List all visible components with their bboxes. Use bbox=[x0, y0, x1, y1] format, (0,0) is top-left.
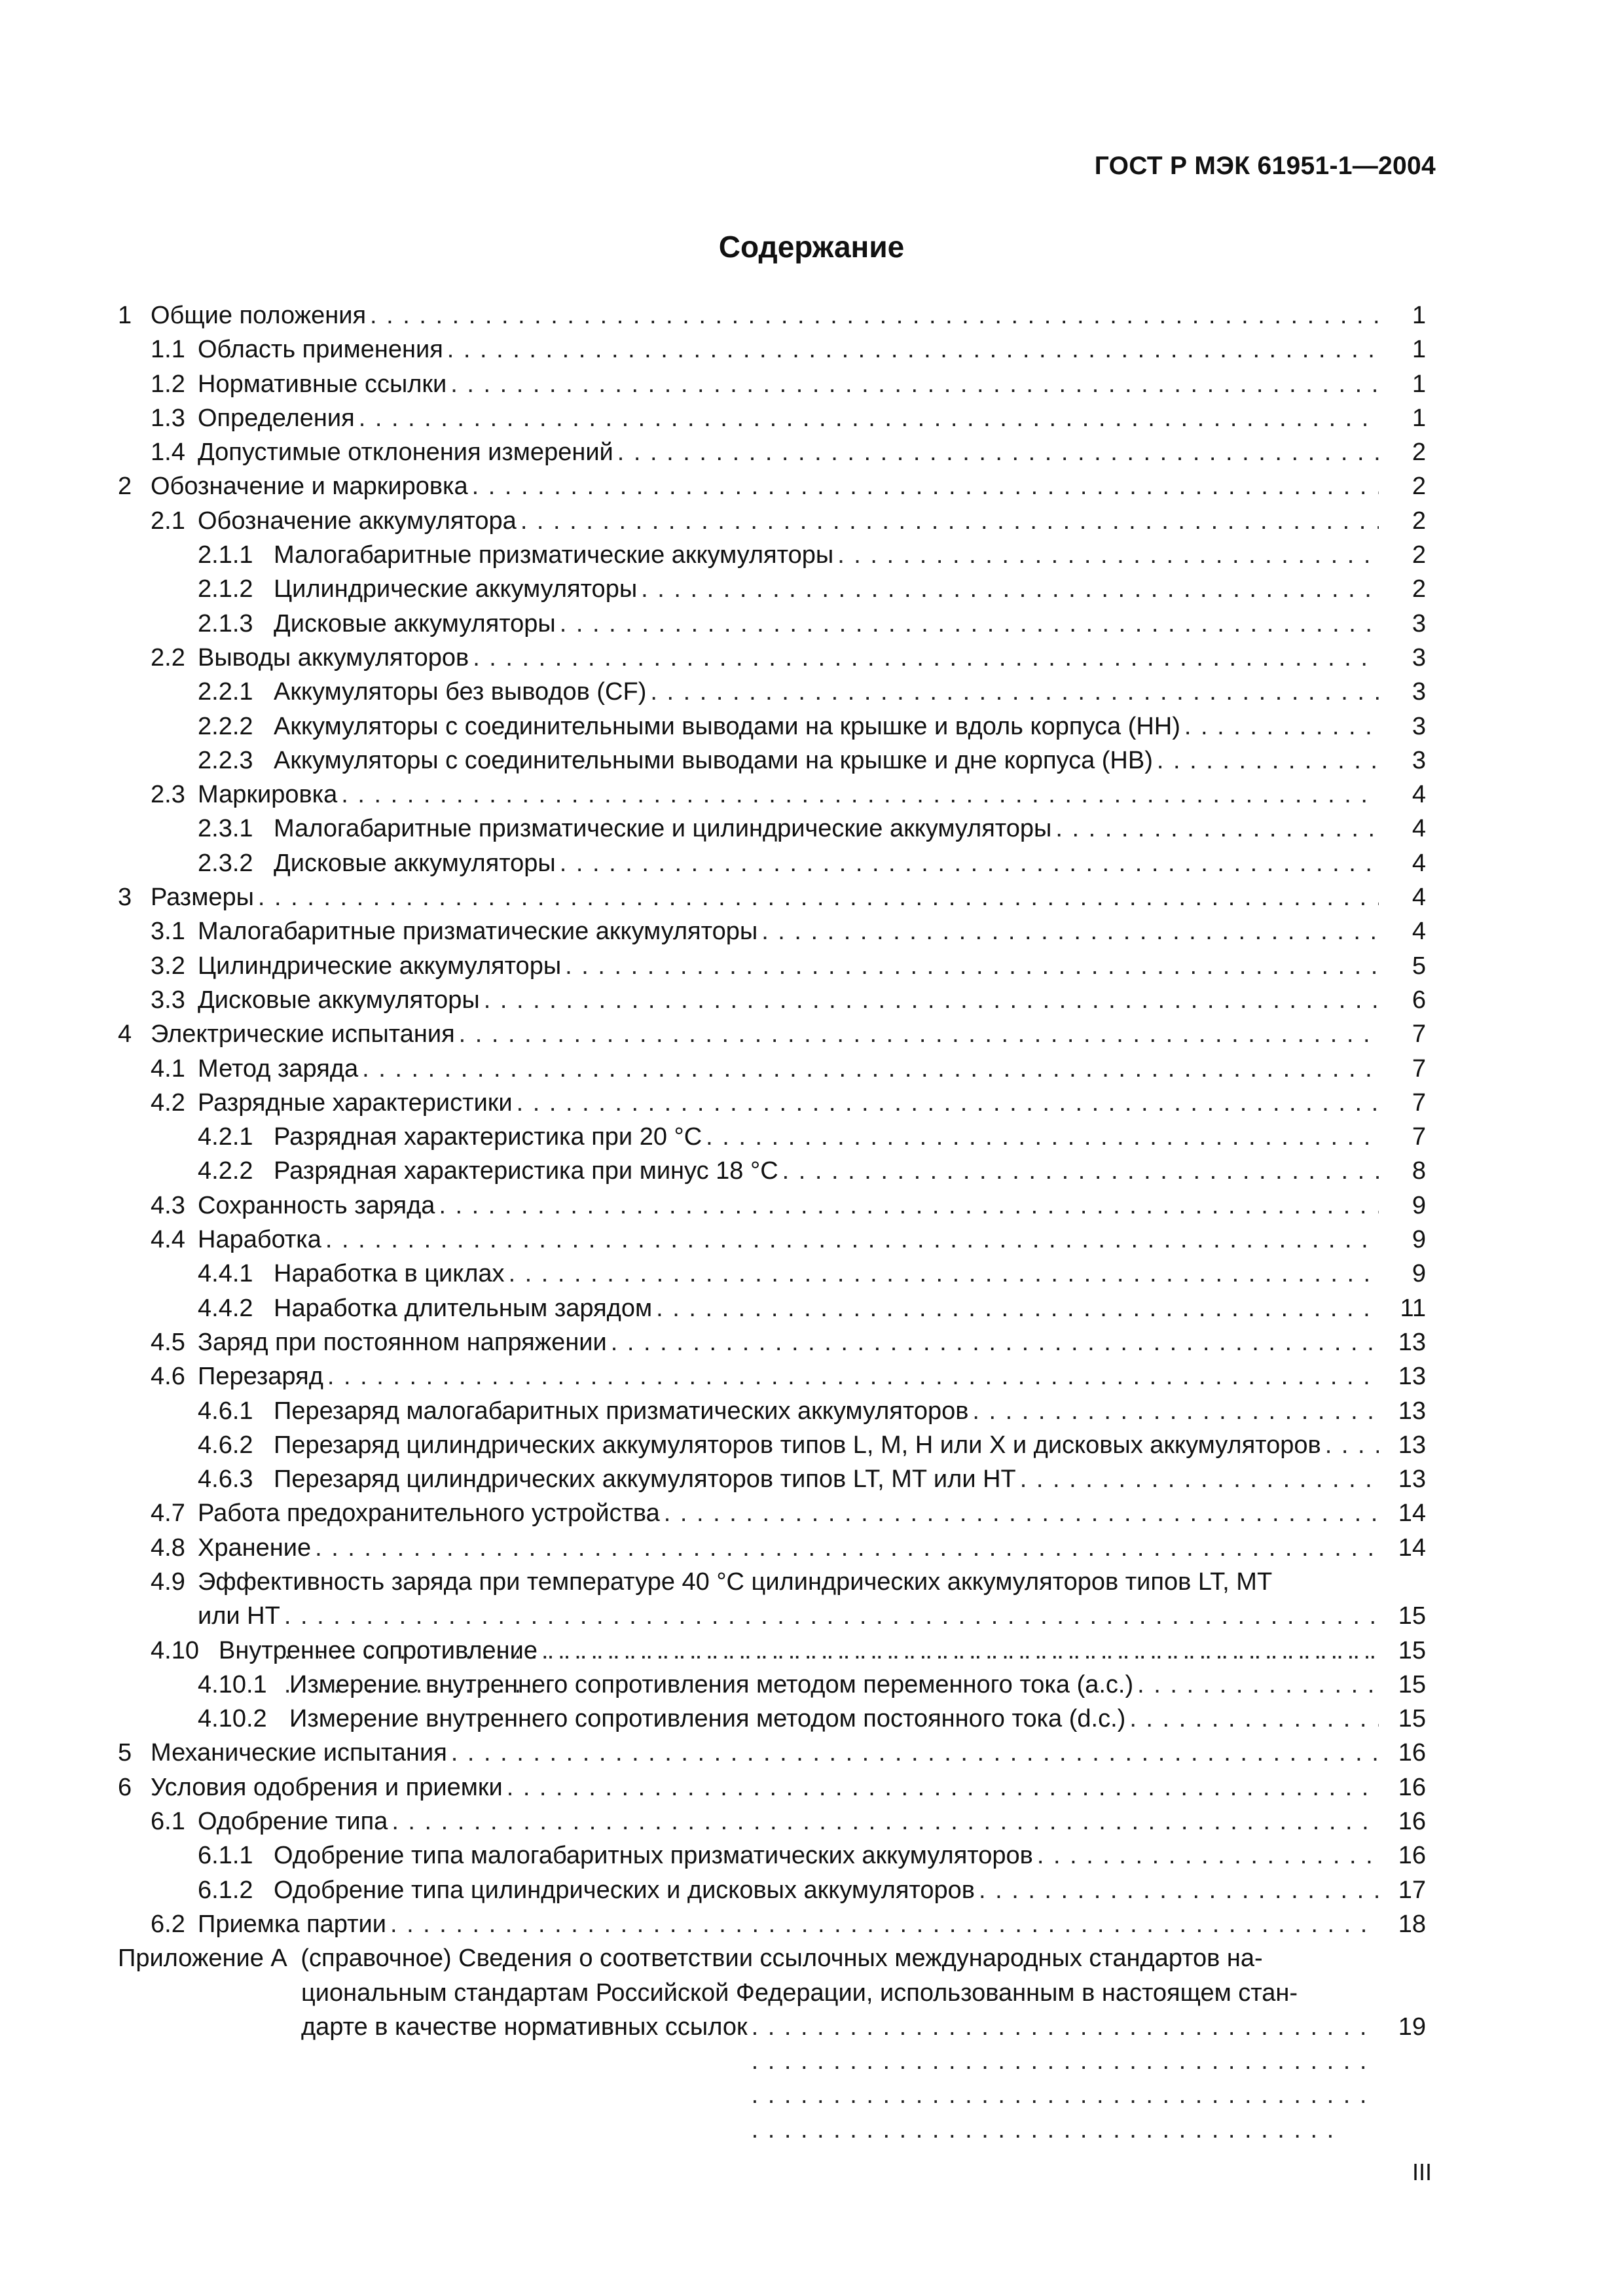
toc-entry-page: 4 bbox=[1412, 815, 1426, 843]
dot-leader bbox=[392, 1804, 1379, 1839]
appendix-title-line: циональным стандартам Российской Федерации, использованным в настоящем стан- bbox=[301, 1979, 1298, 2007]
toc-entry[interactable] bbox=[118, 1154, 1426, 1188]
toc-entry-number: 4.9 bbox=[151, 1568, 185, 1596]
toc-entry-page: 3 bbox=[1412, 712, 1426, 740]
toc-entry[interactable] bbox=[118, 709, 1426, 744]
toc-entry-page: 5 bbox=[1412, 952, 1426, 980]
toc-entry-page: 1 bbox=[1412, 370, 1426, 398]
toc-entry-title: Малогабаритные призматические и цилиндрические аккумуляторы bbox=[274, 815, 1052, 843]
dot-leader bbox=[1020, 1462, 1379, 1496]
dot-leader bbox=[370, 298, 1379, 332]
toc-entry-page: 15 bbox=[1398, 1670, 1426, 1698]
toc-entry-page: 16 bbox=[1398, 1739, 1426, 1767]
dot-leader bbox=[656, 1291, 1379, 1325]
toc-entry-page: 2 bbox=[1412, 439, 1426, 467]
toc-entry-page: 4 bbox=[1412, 781, 1426, 809]
toc-entry[interactable] bbox=[118, 641, 1426, 675]
toc-entry-title: Разрядная характеристика при минус 18 °C bbox=[274, 1157, 778, 1185]
toc-entry[interactable] bbox=[118, 298, 1426, 332]
toc-entry[interactable] bbox=[118, 778, 1426, 812]
toc-entry[interactable] bbox=[118, 914, 1426, 948]
dot-leader bbox=[1129, 1702, 1379, 1736]
toc-entry[interactable] bbox=[118, 949, 1426, 983]
toc-entry-title: Перезаряд bbox=[198, 1363, 323, 1391]
toc-entry-page: 4 bbox=[1412, 849, 1426, 877]
dot-leader bbox=[473, 641, 1379, 675]
toc-entry[interactable] bbox=[118, 1359, 1426, 1393]
toc-entry-number: 2.2.3 bbox=[198, 746, 253, 774]
toc-entry-title: Перезаряд цилиндрических аккумуляторов типов LT, MT или HT bbox=[274, 1465, 1016, 1494]
toc-entry-title: Приемка партии bbox=[198, 1910, 386, 1938]
toc-entry-number: 4.10.1 bbox=[198, 1670, 267, 1698]
toc-entry-title: Условия одобрения и приемки bbox=[151, 1773, 503, 1801]
toc-entry-title: Разрядные характеристики bbox=[198, 1088, 513, 1117]
toc-entry-title: Обозначение аккумулятора bbox=[198, 507, 517, 535]
toc-entry[interactable] bbox=[118, 435, 1426, 469]
toc-entry-title: Одобрение типа bbox=[198, 1808, 388, 1836]
toc-entry[interactable] bbox=[118, 504, 1426, 538]
toc-entry-number: 4.10.2 bbox=[198, 1705, 267, 1733]
toc-entry-page: 4 bbox=[1412, 918, 1426, 946]
toc-entry-number: 4.2 bbox=[151, 1088, 185, 1117]
toc-entry[interactable] bbox=[118, 1702, 1426, 1736]
toc-entry-number: 4.4 bbox=[151, 1226, 185, 1254]
toc-entry-title: Допустимые отклонения измерений bbox=[198, 439, 613, 467]
dot-leader bbox=[315, 1531, 1379, 1565]
toc-entry[interactable] bbox=[118, 401, 1426, 435]
toc-entry[interactable] bbox=[118, 675, 1426, 709]
toc-entry-title: Перезаряд малогабаритных призматических аккумуляторов bbox=[274, 1397, 969, 1425]
dot-leader bbox=[1325, 1428, 1379, 1462]
toc-entry-title: Одобрение типа малогабаритных призматических аккумуляторов bbox=[274, 1842, 1033, 1870]
toc-entry-number: 1.4 bbox=[151, 439, 185, 467]
toc-entry-number: 2.1.2 bbox=[198, 575, 253, 603]
toc-entry-title: Общие положения bbox=[151, 302, 367, 329]
toc-entry-title: Метод заряда bbox=[198, 1054, 359, 1083]
toc-entry-page: 2 bbox=[1412, 575, 1426, 603]
toc-entry-number: 6.2 bbox=[151, 1910, 185, 1938]
toc-entry-number: 2.1.3 bbox=[198, 609, 253, 637]
toc-entry-title: Хранение bbox=[198, 1534, 312, 1562]
toc-entry[interactable] bbox=[118, 1017, 1426, 1051]
toc-entry-title: Малогабаритные призматические аккумуляторы bbox=[274, 541, 834, 569]
toc-entry-title: Измерение внутреннего сопротивления методом постоянного тока (d.c.) bbox=[289, 1705, 1126, 1733]
toc-entry-number: 2.3.2 bbox=[198, 849, 253, 877]
toc-entry-title-continuation: или HT bbox=[198, 1602, 280, 1630]
toc-entry-page: 9 bbox=[1412, 1226, 1426, 1254]
toc-entry-page: 17 bbox=[1398, 1876, 1426, 1904]
toc-entry-page: 2 bbox=[1412, 541, 1426, 569]
toc-entry-page: 3 bbox=[1412, 643, 1426, 672]
toc-entry[interactable] bbox=[118, 1052, 1426, 1086]
dot-leader bbox=[1184, 709, 1379, 744]
toc-entry-number: 4.7 bbox=[151, 1499, 185, 1528]
toc-entry[interactable] bbox=[118, 1394, 1426, 1428]
toc-entry-title: Наработка в циклах bbox=[274, 1260, 505, 1288]
dot-leader bbox=[390, 1907, 1379, 1941]
toc-entry-page: 9 bbox=[1412, 1260, 1426, 1288]
toc-entry-title: Аккумуляторы без выводов (CF) bbox=[274, 678, 647, 706]
toc-entry[interactable] bbox=[118, 1257, 1426, 1291]
dot-leader bbox=[517, 1086, 1379, 1120]
toc-entry-page: 19 bbox=[1398, 2013, 1426, 2041]
toc-entry-number: 4.4.1 bbox=[198, 1260, 253, 1288]
toc-entry[interactable] bbox=[118, 332, 1426, 367]
toc-entry-page: 15 bbox=[1398, 1602, 1426, 1630]
toc-entry[interactable] bbox=[118, 1325, 1426, 1359]
dot-leader bbox=[664, 1496, 1379, 1530]
toc-entry-number: 4.6.1 bbox=[198, 1397, 253, 1425]
toc-entry-page: 15 bbox=[1398, 1636, 1426, 1664]
toc-entry-page: 11 bbox=[1400, 1294, 1426, 1322]
dot-leader bbox=[258, 880, 1379, 914]
toc-entry[interactable] bbox=[118, 1668, 1426, 1702]
toc-entry-number: 4.4.2 bbox=[198, 1294, 253, 1322]
dot-leader bbox=[1137, 1668, 1379, 1702]
toc-entry-number: 3 bbox=[118, 884, 132, 912]
toc-entry-page: 15 bbox=[1398, 1705, 1426, 1733]
toc-entry[interactable] bbox=[118, 1291, 1426, 1325]
toc-entry-number: 1.2 bbox=[151, 370, 185, 398]
toc-entry-number: 4.8 bbox=[151, 1534, 185, 1562]
dot-leader bbox=[611, 1325, 1379, 1359]
toc-entry-title: Разрядная характеристика при 20 °C bbox=[274, 1123, 702, 1151]
dot-leader bbox=[650, 675, 1379, 709]
toc-entry[interactable] bbox=[118, 1873, 1426, 1907]
toc-entry-page: 6 bbox=[1412, 986, 1426, 1014]
toc-entry-title: Дисковые аккумуляторы bbox=[274, 849, 556, 877]
toc-entry-page: 13 bbox=[1398, 1465, 1426, 1494]
dot-leader bbox=[560, 607, 1379, 641]
toc-entry-page: 3 bbox=[1412, 746, 1426, 774]
toc-entry-page: 16 bbox=[1398, 1773, 1426, 1801]
dot-leader bbox=[484, 983, 1379, 1017]
toc-entry-number: 2.3.1 bbox=[198, 815, 253, 843]
toc-entry[interactable] bbox=[118, 983, 1426, 1017]
toc-entry-page: 16 bbox=[1398, 1842, 1426, 1870]
toc-appendix-entry[interactable] bbox=[118, 1941, 1426, 2044]
toc-entry-number: 1.1 bbox=[151, 336, 185, 364]
toc-entry-title: Малогабаритные призматические аккумуляторы bbox=[198, 918, 758, 946]
toc-entry-number: 3.2 bbox=[151, 952, 185, 980]
toc-entry-page: 14 bbox=[1398, 1499, 1426, 1528]
dot-leader bbox=[972, 1394, 1379, 1428]
toc-entry[interactable] bbox=[118, 1189, 1426, 1223]
toc-entry-number: 2.3 bbox=[151, 781, 185, 809]
toc-entry[interactable] bbox=[118, 1839, 1426, 1873]
toc-entry[interactable] bbox=[118, 812, 1426, 846]
dot-leader bbox=[359, 401, 1379, 435]
toc-entry-number: 4.6.3 bbox=[198, 1465, 253, 1494]
toc-entry-number: 5 bbox=[118, 1739, 132, 1767]
toc-entry[interactable] bbox=[118, 1223, 1426, 1257]
dot-leader bbox=[560, 846, 1379, 880]
toc-entry-title: Перезаряд цилиндрических аккумуляторов типов L, M, H или X и дисковых аккумуляторов bbox=[274, 1431, 1321, 1459]
dot-leader bbox=[761, 914, 1379, 948]
toc-entry[interactable] bbox=[118, 1634, 1426, 1668]
toc-entry-title: Наработка длительным зарядом bbox=[274, 1294, 653, 1322]
toc-entry-number: 1 bbox=[118, 302, 132, 329]
toc-entry-number: 6.1 bbox=[151, 1808, 185, 1836]
toc-entry[interactable] bbox=[118, 469, 1426, 503]
toc-entry-title: Сохранность заряда bbox=[198, 1191, 435, 1219]
dot-leader bbox=[447, 332, 1379, 367]
toc-entry-title: Аккумуляторы с соединительными выводами на крышке и дне корпуса (HB) bbox=[274, 746, 1153, 774]
toc-entry-number: 6.1.1 bbox=[198, 1842, 253, 1870]
document-code-header: ГОСТ Р МЭК 61951-1—2004 bbox=[1094, 152, 1436, 180]
page-number: III bbox=[1412, 2159, 1432, 2185]
toc-entry[interactable] bbox=[118, 538, 1426, 572]
toc-entry[interactable] bbox=[118, 1120, 1426, 1154]
toc-entry-page: 18 bbox=[1398, 1910, 1426, 1938]
toc-entry-title: Нормативные ссылки bbox=[198, 370, 447, 398]
toc-entry-title: Цилиндрические аккумуляторы bbox=[198, 952, 562, 980]
toc-entry-number: 4.6.2 bbox=[198, 1431, 253, 1459]
dot-leader bbox=[565, 949, 1379, 983]
dot-leader bbox=[507, 1770, 1379, 1804]
toc-entry-title: Работа предохранительного устройства bbox=[198, 1499, 660, 1528]
dot-leader bbox=[979, 1873, 1379, 1907]
page-title: Содержание bbox=[718, 230, 905, 264]
toc-entry-title: Электрические испытания bbox=[151, 1020, 455, 1049]
toc-entry-page: 1 bbox=[1412, 336, 1426, 364]
toc-entry-page: 8 bbox=[1412, 1157, 1426, 1185]
toc-entry-number: 3.3 bbox=[151, 986, 185, 1014]
toc-entry-number: 4.3 bbox=[151, 1191, 185, 1219]
dot-leader bbox=[1055, 812, 1379, 846]
toc-entry[interactable] bbox=[118, 846, 1426, 880]
toc-entry-number: 2 bbox=[118, 473, 132, 501]
toc-entry-page: 7 bbox=[1412, 1020, 1426, 1049]
dot-leader bbox=[450, 367, 1379, 401]
toc-entry-number: 6.1.2 bbox=[198, 1876, 253, 1904]
toc-entry-page: 3 bbox=[1412, 678, 1426, 706]
toc-entry-number: 4.5 bbox=[151, 1328, 185, 1356]
toc-entry-title: Механические испытания bbox=[151, 1739, 447, 1767]
toc-entry-title: Выводы аккумуляторов bbox=[198, 643, 469, 672]
toc-entry-page: 2 bbox=[1412, 507, 1426, 535]
toc-entry-number: 2.2 bbox=[151, 643, 185, 672]
toc-entry-page: 7 bbox=[1412, 1088, 1426, 1117]
toc-entry-page: 16 bbox=[1398, 1808, 1426, 1836]
toc-entry[interactable] bbox=[118, 1086, 1426, 1120]
toc-entry-page: 3 bbox=[1412, 609, 1426, 637]
toc-entry-number: 4 bbox=[118, 1020, 132, 1049]
appendix-title-line: (справочное) Сведения о соответствии ссылочных международных стандартов на- bbox=[301, 1945, 1263, 1973]
dot-leader bbox=[752, 2010, 1379, 2147]
toc-entry-title: Размеры bbox=[151, 884, 254, 912]
dot-leader bbox=[325, 1223, 1379, 1257]
toc-entry[interactable] bbox=[118, 1428, 1426, 1462]
toc-entry-page: 7 bbox=[1412, 1123, 1426, 1151]
toc-entry-page: 2 bbox=[1412, 473, 1426, 501]
toc-entry-title: Измерение внутреннего сопротивления методом переменного тока (a.c.) bbox=[289, 1670, 1134, 1698]
toc-entry-title: Эффективность заряда при температуре 40 °C цилиндрических аккумуляторов типов LT, MT bbox=[198, 1568, 1273, 1596]
toc-entry-number: 2.2.1 bbox=[198, 678, 253, 706]
toc-entry-page: 4 bbox=[1412, 884, 1426, 912]
toc-entry-page: 14 bbox=[1398, 1534, 1426, 1562]
toc-entry-number: 2.1.1 bbox=[198, 541, 253, 569]
toc-entry-title: Обозначение и маркировка bbox=[151, 473, 468, 501]
dot-leader bbox=[472, 469, 1379, 503]
dot-leader bbox=[706, 1120, 1379, 1154]
dot-leader bbox=[617, 435, 1379, 469]
dot-leader bbox=[439, 1189, 1379, 1223]
toc-entry-title: Заряд при постоянном напряжении bbox=[198, 1328, 607, 1356]
toc-entry-page: 13 bbox=[1398, 1363, 1426, 1391]
toc-entry[interactable] bbox=[118, 1907, 1426, 1941]
dot-leader bbox=[520, 504, 1379, 538]
toc-entry-title: Дисковые аккумуляторы bbox=[274, 609, 556, 637]
toc-entry-number: 4.10 bbox=[151, 1636, 199, 1664]
toc-entry[interactable] bbox=[118, 880, 1426, 914]
dot-leader bbox=[362, 1052, 1379, 1086]
toc-entry-number: 2.2.2 bbox=[198, 712, 253, 740]
toc-entry-number: 2.1 bbox=[151, 507, 185, 535]
toc-entry-page: 7 bbox=[1412, 1054, 1426, 1083]
dot-leader bbox=[1157, 744, 1379, 778]
toc-entry-title: Область применения bbox=[198, 336, 443, 364]
dot-leader bbox=[837, 538, 1379, 572]
appendix-label: Приложение А bbox=[118, 1945, 287, 1973]
toc-entry[interactable] bbox=[118, 1736, 1426, 1770]
toc-entry[interactable] bbox=[118, 572, 1426, 606]
dot-leader bbox=[509, 1257, 1379, 1291]
toc-entry-title: Наработка bbox=[198, 1226, 321, 1254]
appendix-title-line: дарте в качестве нормативных ссылок bbox=[301, 2013, 748, 2041]
dot-leader bbox=[459, 1017, 1379, 1051]
toc-entry[interactable] bbox=[118, 1770, 1426, 1804]
toc-entry[interactable] bbox=[118, 1804, 1426, 1839]
toc-entry-title: Внутреннее сопротивление bbox=[219, 1636, 538, 1664]
dot-leader bbox=[1037, 1839, 1379, 1873]
dot-leader bbox=[782, 1154, 1379, 1188]
toc-entry-number: 4.2.1 bbox=[198, 1123, 253, 1151]
toc-entry-page: 9 bbox=[1412, 1191, 1426, 1219]
toc-entry[interactable] bbox=[118, 1565, 1426, 1634]
toc-entry-title: Одобрение типа цилиндрических и дисковых аккумуляторов bbox=[274, 1876, 975, 1904]
toc-entry-number: 4.6 bbox=[151, 1363, 185, 1391]
toc-entry-number: 3.1 bbox=[151, 918, 185, 946]
toc-entry-title: Дисковые аккумуляторы bbox=[198, 986, 480, 1014]
dot-leader bbox=[541, 1634, 1379, 1668]
dot-leader bbox=[341, 778, 1379, 812]
toc-entry-title: Аккумуляторы с соединительными выводами на крышке и вдоль корпуса (HH) bbox=[274, 712, 1180, 740]
toc-entry-number: 1.3 bbox=[151, 404, 185, 432]
toc-entry[interactable] bbox=[118, 367, 1426, 401]
toc-entry-page: 13 bbox=[1398, 1328, 1426, 1356]
toc-entry-title: Определения bbox=[198, 404, 355, 432]
dot-leader bbox=[327, 1359, 1379, 1393]
toc-entry-number: 6 bbox=[118, 1773, 132, 1801]
toc-entry[interactable] bbox=[118, 1531, 1426, 1565]
toc-entry-page: 1 bbox=[1412, 404, 1426, 432]
toc-entry-title: Маркировка bbox=[198, 781, 338, 809]
toc-entry[interactable] bbox=[118, 744, 1426, 778]
toc-entry-number: 4.1 bbox=[151, 1054, 185, 1083]
toc-entry-title: Цилиндрические аккумуляторы bbox=[274, 575, 638, 603]
dot-leader bbox=[641, 572, 1379, 606]
toc-entry[interactable] bbox=[118, 607, 1426, 641]
toc-entry-page: 1 bbox=[1412, 302, 1426, 329]
dot-leader bbox=[451, 1736, 1379, 1770]
toc-entry-number: 4.2.2 bbox=[198, 1157, 253, 1185]
toc-entry-page: 13 bbox=[1398, 1397, 1426, 1425]
toc-entry[interactable] bbox=[118, 1496, 1426, 1530]
toc-entry[interactable] bbox=[118, 1462, 1426, 1496]
toc-entry-page: 13 bbox=[1398, 1431, 1426, 1459]
table-of-contents bbox=[118, 298, 1426, 2044]
